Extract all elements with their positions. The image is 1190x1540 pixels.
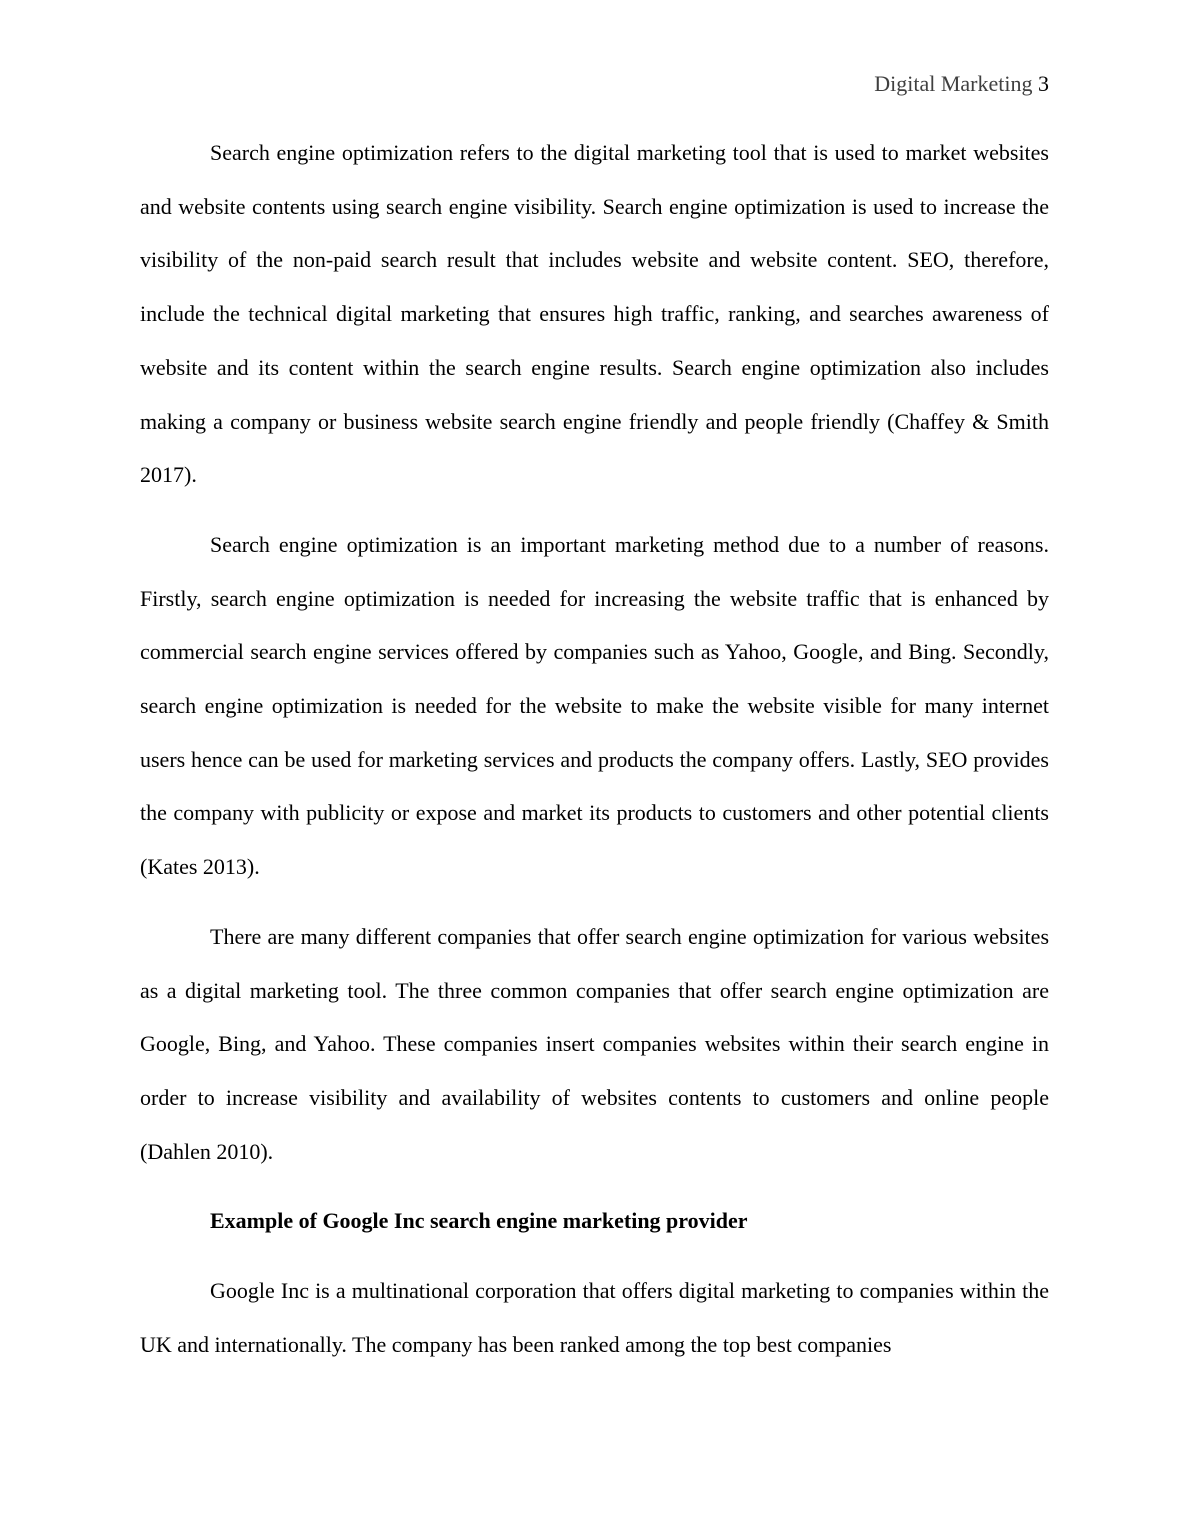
paragraph-seo-importance: Search engine optimization is an important marketing method due to a number of reasons. Firstly, search engine optimization is needed for increasing the website traffic that is enhanced by commercial search engine services offered by companies such as Yahoo, Google, and Bing. Secondly, search engine optimization is needed for the website to make the website visible for many internet users hence can be used for marketing services and products the company offers. Lastly, SEO provides the company with publicity or expose and market its products to customers and other potential clients (Kates 2013). [140,531,1049,880]
paragraph-google-inc: Google Inc is a multinational corporation that offers digital marketing to companies within the UK and internationally. The company has been ranked among the top best companies [140,1278,1049,1357]
page-number: 3 [1038,71,1049,96]
section-heading: Example of Google Inc search engine marketing provider [210,1208,748,1234]
running-head-title: Digital Marketing [874,71,1033,96]
paragraph-seo-definition: Search engine optimization refers to the digital marketing tool that is used to market websites and website contents using search engine visibility. Search engine optimization is used to increase the visibility of the non-paid search result that includes website and website content. SEO, therefore, include the technical digital marketing that ensures high traffic, ranking, and searches awareness of website and its content within the search engine results. Search engine optimization also includes making a company or business website search engine friendly and people friendly (Chaffey & Smith 2017). [140,140,1049,488]
body-text [140,126,1049,1387]
running-head [874,70,1049,98]
paragraph-seo-companies: There are many different companies that offer search engine optimization for various websites as a digital marketing tool. The three common companies that offer search engine optimization are Google, Bing, and Yahoo. These companies insert companies websites within their search engine in order to increase visibility and availability of websites contents to customers and online people (Dahlen 2010). [140,923,1049,1164]
